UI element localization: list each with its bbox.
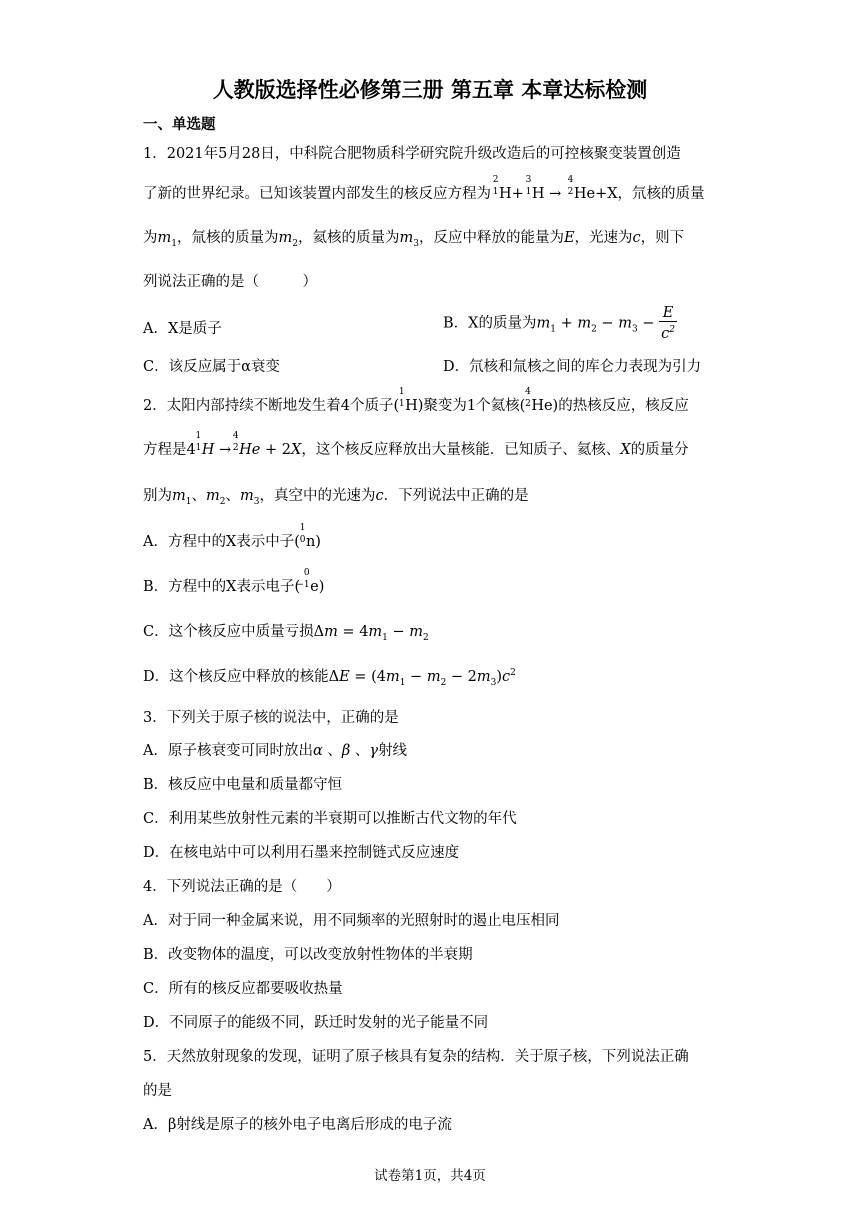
page-footer: 试卷第1页，共4页 [374, 1168, 486, 1184]
q2-option-a: A．方程中的X表示中子( 1 0 n) [143, 523, 321, 550]
q2-line-2: 方程是4 1 1 H → 4 2 He + 2X，这个核反应释放出大量核能．已知质子、氦核、X的质量分 [143, 431, 689, 458]
q2-option-d: D．这个核反应中释放的核能$\Delta E = (4m_1 - m_2 - 2m_3)c^2$ [143, 668, 516, 688]
q4-option-c: C．所有的核反应都要吸收热量 [143, 981, 343, 997]
q1-line-1: 1．2021年5月28日，中科院合肥物质科学研究院升级改造后的可控核聚变装置创造 [143, 146, 681, 162]
q1-option-d: D．氘核和氚核之间的库仑力表现为引力 [443, 359, 702, 375]
section-heading: 一、单选题 [143, 117, 216, 133]
q4-option-a: A．对于同一种金属来说，用不同频率的光照射时的遏止电压相同 [143, 913, 560, 929]
q1-option-b: B．X的质量为$m_1 + m_2 - m_3$ − $\frac{E}{c^2}$ [443, 305, 675, 342]
page-title: 人教版选择性必修第三册 第五章 本章达标检测 [212, 78, 648, 102]
q1-line-4: 列说法正确的是（ ） [143, 274, 317, 290]
q3-option-a: A．原子核衰变可同时放出α 、β 、γ射线 [143, 743, 408, 759]
q2-line-1: 2．太阳内部持续不断地发生着4个质子( 1 1 H)聚变为1个氦核( 4 2 He)的热核反应，核反应 [143, 387, 689, 414]
q3-stem: 3．下列关于原子核的说法中，正确的是 [143, 710, 399, 726]
q4-stem: 4．下列说法正确的是（ ） [143, 879, 341, 895]
q3-option-b: B．核反应中电量和质量都守恒 [143, 777, 343, 793]
q5-line-1: 5．天然放射现象的发现，证明了原子核具有复杂的结构．关于原子核，下列说法正确 [143, 1049, 689, 1065]
q2-option-c: C．这个核反应中质量亏损$\Delta m = 4m_1 - m_2$ [143, 624, 429, 643]
q2-option-b: B．方程中的X表示电子( 0 −1 e) [143, 568, 325, 595]
q4-option-d: D．不同原子的能级不同，跃迁时发射的光子能量不同 [143, 1015, 489, 1031]
q3-option-c: C．利用某些放射性元素的半衰期可以推断古代文物的年代 [143, 811, 517, 827]
q2-line-3: 别为$m_1$、$m_2$、$m_3$，真空中的光速为c．下列说法中正确的是 [143, 488, 529, 507]
q1-line-2: 了新的世界纪录。已知该装置内部发生的核反应方程为 2 1 H+ 3 1 H → 4 2 He+X，氘核的质量 [143, 175, 705, 202]
q5-option-a: A．β射线是原子的核外电子电离后形成的电子流 [143, 1117, 452, 1133]
q1-option-a: A．X是质子 [143, 321, 222, 337]
q1-option-c: C．该反应属于α衰变 [143, 359, 280, 375]
q3-option-d: D．在核电站中可以利用石墨来控制链式反应速度 [143, 845, 460, 861]
q4-option-b: B．改变物体的温度，可以改变放射性物体的半衰期 [143, 947, 473, 963]
q5-line-2: 的是 [143, 1083, 172, 1099]
q1-line-3: 为$m_1$，氚核的质量为$m_2$，氦核的质量为$m_3$，反应中释放的能量为E，光速为c，则下 [143, 230, 685, 249]
